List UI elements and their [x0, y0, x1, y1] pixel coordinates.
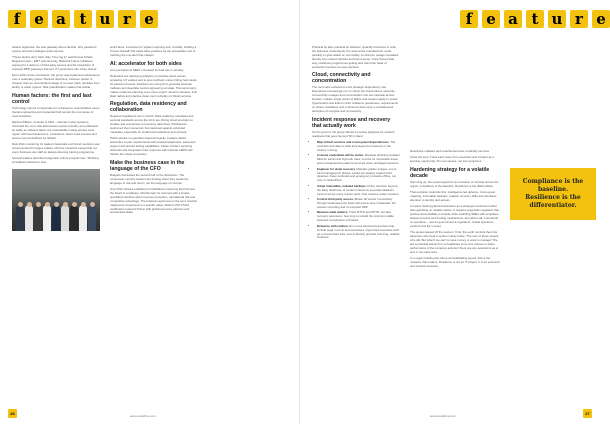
paragraph: It means treating planned downtime as a strategic investment rather than gambling on reliable uptime. It requires pragmatic regulation that pushes accountability to boards while matching SMEs with templates, shared services and funding mechanisms. And above all, it demands co-operation – across government & regulators, critical operators, vendors and the C-level. [410, 204, 500, 228]
page-number-left: 26 [8, 409, 17, 418]
list-item-title: Rehearse with realism. [317, 223, 349, 228]
list-item [317, 211, 400, 223]
heading-cloud: Cloud, connectivity and concentration [312, 72, 371, 85]
banner-letter-tile: r [118, 10, 136, 28]
right-column-1 [312, 46, 400, 242]
paragraph: Budgets dominated the second half of the discussion. The consensus: security leaders win funding when they speak the language of risk and return, not the language of controls. [110, 172, 189, 185]
feature-banner-left [8, 10, 158, 28]
list-item [317, 198, 400, 210]
paragraph: Several leaders described pragmatic culture programmes: 'Phishing simulations tailored to real. [12, 155, 99, 164]
paragraph: Practical tip after practical tip followed. Quantify downtime in units the business understands: the automotive manufacturer could quantify a cyber-attack on one facility. A minimum outage translated directly into missed vehicles and lost revenue. Once framed that way, resilience programmes getting less than their head of production became an easy decision. [312, 45, 399, 69]
list-item-title: Assume credentials will be stolen. [317, 153, 365, 158]
heading-ai: AI: accelerator for both sides [110, 60, 182, 67]
list-item-text: Maintain golden images, out-of-band management planes, tested pre-staged, sealed build pipelines. Keep runbooks and emergency contacts offline, not only on SharePoint. [317, 166, 397, 183]
paragraph: Restrictive malware and unauthorised loss of identity services. [410, 149, 490, 153]
paragraph: Close the loop. Track each issue from exercises and incident as a learning opportunity. Fix root causes, not just symptoms. [410, 155, 495, 164]
banner-letter-tile: e [482, 10, 500, 28]
banner-letter-tile: e [140, 10, 158, 28]
paragraph: Defenders are deploying analytics to prioritise alerts across sprawling IoT estates and to spot synthetic voices hitting help desks for password resets. Attackers are using AI to generate bespoke malware and deepfake social engineering at scale. That asymmetry makes resilience planning even more urgent: assume intrusion, limit blast radius and practise clean-room rebuilds of critical services. [110, 74, 197, 98]
list-item [317, 168, 400, 184]
list-item-title: Control third-party access. [317, 197, 354, 202]
paragraph: Summing up, the panel argued for an evolution of mindset across the region: compliance is the baseline. Resilience is the differentiator. [410, 180, 499, 189]
banner-letter-tile: t [526, 10, 544, 28]
paragraph: In a region building the future at breathtaking speed, that is the measure that matters: Resilience is not an IT project. It is an economic and societal necessity. [410, 256, 501, 268]
paragraph: The quotes leaped off the session: 'First, the earth reminds them the adversary who beat a system mainly relies.' The sum of those people who did. But what if we can't to save money or want to manage? We are a practical teams from a healthcare zone who refuses to share performance of the company actions if there are any operations as to end. It can save lives. [410, 230, 499, 254]
paragraph: Regional regulations are in retrofit. Data residency mandates and sectoral standards across the GCC are driving cloud providers to localise and enterprises to inventory data flows. Participants welcomed that momentum but cautioned against unfunded mandates, especially for small local institutions and schools. [110, 114, 194, 135]
pull-quote-line-2: Resilience is the differentiator. [525, 194, 581, 209]
right-page [300, 0, 606, 424]
banner-letter-tile: u [548, 10, 566, 28]
paragraph: Dark Web monitoring for leaked credentials and brand mentions was recommended for larger entities, with the important caveat that not every business can staff an always-listening training programme. [12, 141, 100, 154]
banner-letter-tile: u [96, 10, 114, 28]
list-item [317, 154, 400, 166]
paragraph: AI is pervasive at SIEM, increased its dual role in security. [110, 67, 185, 72]
heading-hardening-strategy: Hardening strategy for a volatile decade [410, 167, 490, 180]
list-item [317, 185, 400, 197]
paragraph: Even within those constraints, the group urged planned maintenance over a sedentary guess. Planned downtime, however partial, is cheaper than an uncontrolled outage of a power plant, decades from facility or water system. Risk quantification makes that visible. [12, 73, 100, 89]
left-column-2 [110, 46, 198, 218]
banner-letter-tile: a [52, 10, 70, 28]
list-item-text: Run cross-functional exercises that include legal, comms and executives. Inject hard scenarios such as a ransomware lock, loss of identity provider and long, realistic timelines. [317, 223, 400, 240]
list-item-title: Map critical services and crown-jewel dependencies. [317, 139, 390, 144]
banner-letter-tile: f [460, 10, 478, 28]
banner-letter-tile: f [8, 10, 26, 28]
list-item-title: Adopt immutable, isolated backups. [317, 183, 367, 188]
heading-regulation: Regulation, data residency and collaboration [110, 101, 187, 114]
paragraph: One CISO shared a tabletop for DarkWeb-monitoring that trimmed the board in a tabletop. Months later he returned with a simple, quantified narrative about revenue protection, reputational risk and competitive advantage. The business approved on the spot. Another mapped an investment to a specific value: Modern ISO 27001 certification reduced friction with global economy partners and accelerated deals. [110, 187, 198, 215]
footer-url-left[interactable]: www.ecoafrica.com [130, 414, 156, 418]
right-column-2 [410, 150, 502, 271]
banner-letter-tile: a [504, 10, 522, 28]
list-item-text: Policy retention beyond the likely dwell time of modern intrusions so partial attackers cannot corrupt every restore point. Test restores under pressure. [317, 183, 400, 196]
heading-incident-response: Incident response and recovery that actually work [312, 116, 391, 129]
page-number-right: 27 [583, 409, 592, 418]
paragraph: believe legitimate, the vast gateway where flexible, dirty password system and bad privileges retain access. [12, 45, 97, 53]
panel-group-photo [12, 169, 100, 231]
left-column-1 [12, 46, 100, 235]
paragraph: On the ground, the group offered a concise playbook for incident readiness that goes beyond 'IR in place': [312, 129, 395, 138]
list-item-title: Engineer for clean recovery. [317, 166, 356, 171]
banner-letter-tile: t [74, 10, 92, 28]
incident-playbook-list [312, 141, 400, 240]
footer-url-right[interactable]: www.ecoafrica.com [430, 414, 456, 418]
heading-human-factors: Human factors: the first and last control [12, 92, 92, 105]
list-item [317, 225, 400, 241]
list-item-text: Track MTTD and MTTR, but also recovery assurance: how long to rebuild the minimum viable business if production is bricked. [317, 210, 394, 223]
pull-quote-line-1: Compliance is the baseline. [522, 178, 584, 193]
banner-letter-tile: e [592, 10, 610, 28]
pull-quote-box [510, 168, 596, 220]
paragraph: world fares, incentives for vigilant reporting and, crucially, building a 'human firewall' that treats false positives as the acceptable cost of catching the one alert that matters. [110, 45, 197, 57]
list-item [317, 141, 400, 153]
paragraph: The room also surfaced a more strategic dependency risk. Enterprises increasingly run on cloud, but cloud carries networks. Connectivity outages and concentration risk can cascade across borders, sudden single points of failure and impact supply to power hyperscalers and links for their resilience guarantees, requirements on where mandated, and continuous tests upon a simultaneous disruption of compute and connectivity. [312, 85, 398, 113]
paragraph: Public-private co-operation featured heavily. Leaders asked authorities to pair requirements with practical playbooks, easement support and shared testing capabilities. Faster incident reporting channels and integrated crisis response with national CERTs will harden the whole ecosystem. [110, 136, 196, 156]
list-item-text: The contracts and data to what truly keeps the business or the country running. [317, 139, 396, 152]
paragraph: Marcus Pillbern, Founder & CEO – Garman Cyber-Systems, reminded the room that adversaries exploit empathy and politeness as deftly as software flaws: the unavoidable mating privacy tools 'agree' with bend deterrence, contractors, direct need-to-know and secure communications by default. [12, 119, 99, 140]
paragraph: Technology cannot compensate for untrained or overconfident users. Social engineering and credential theft remain the root cause of most breaches. [12, 105, 100, 118]
left-page [0, 0, 300, 424]
banner-letter-tile: e [30, 10, 48, 28]
paragraph: "These tactics don't hack risky. They log in" said Nomsa Tshabi, Regional Lead – EMT cybersecurity, Bedwork Future Initiatives, arguing for a defence of third-party access and the integration of exposed RDP gateways that turn OT perimeters into 'lucky sheets'. [12, 55, 98, 71]
list-item-text: Broker all vendor connectivity through hardened jump hosts with just-in-time credentials, full session recording and no exposed RDP. [317, 197, 396, 209]
heading-business-case: Make the business case in the language of the CFO [110, 159, 185, 172]
paragraph: That evolution looks like this: intelligence-led defence, crown-jewel mapping, immutable backups, realistic recovery drills and relentless attention to identity and access. [410, 190, 497, 203]
banner-letter-tile: r [570, 10, 588, 28]
feature-banner-right [460, 10, 610, 28]
list-item-title: Measure what matters. [317, 210, 349, 215]
list-item-text: Mandate phishing-resistant MFA for admin and high-risk roles; monitor for impossible travel and unusual access patterns and lock down privileged sessions. [317, 153, 400, 166]
